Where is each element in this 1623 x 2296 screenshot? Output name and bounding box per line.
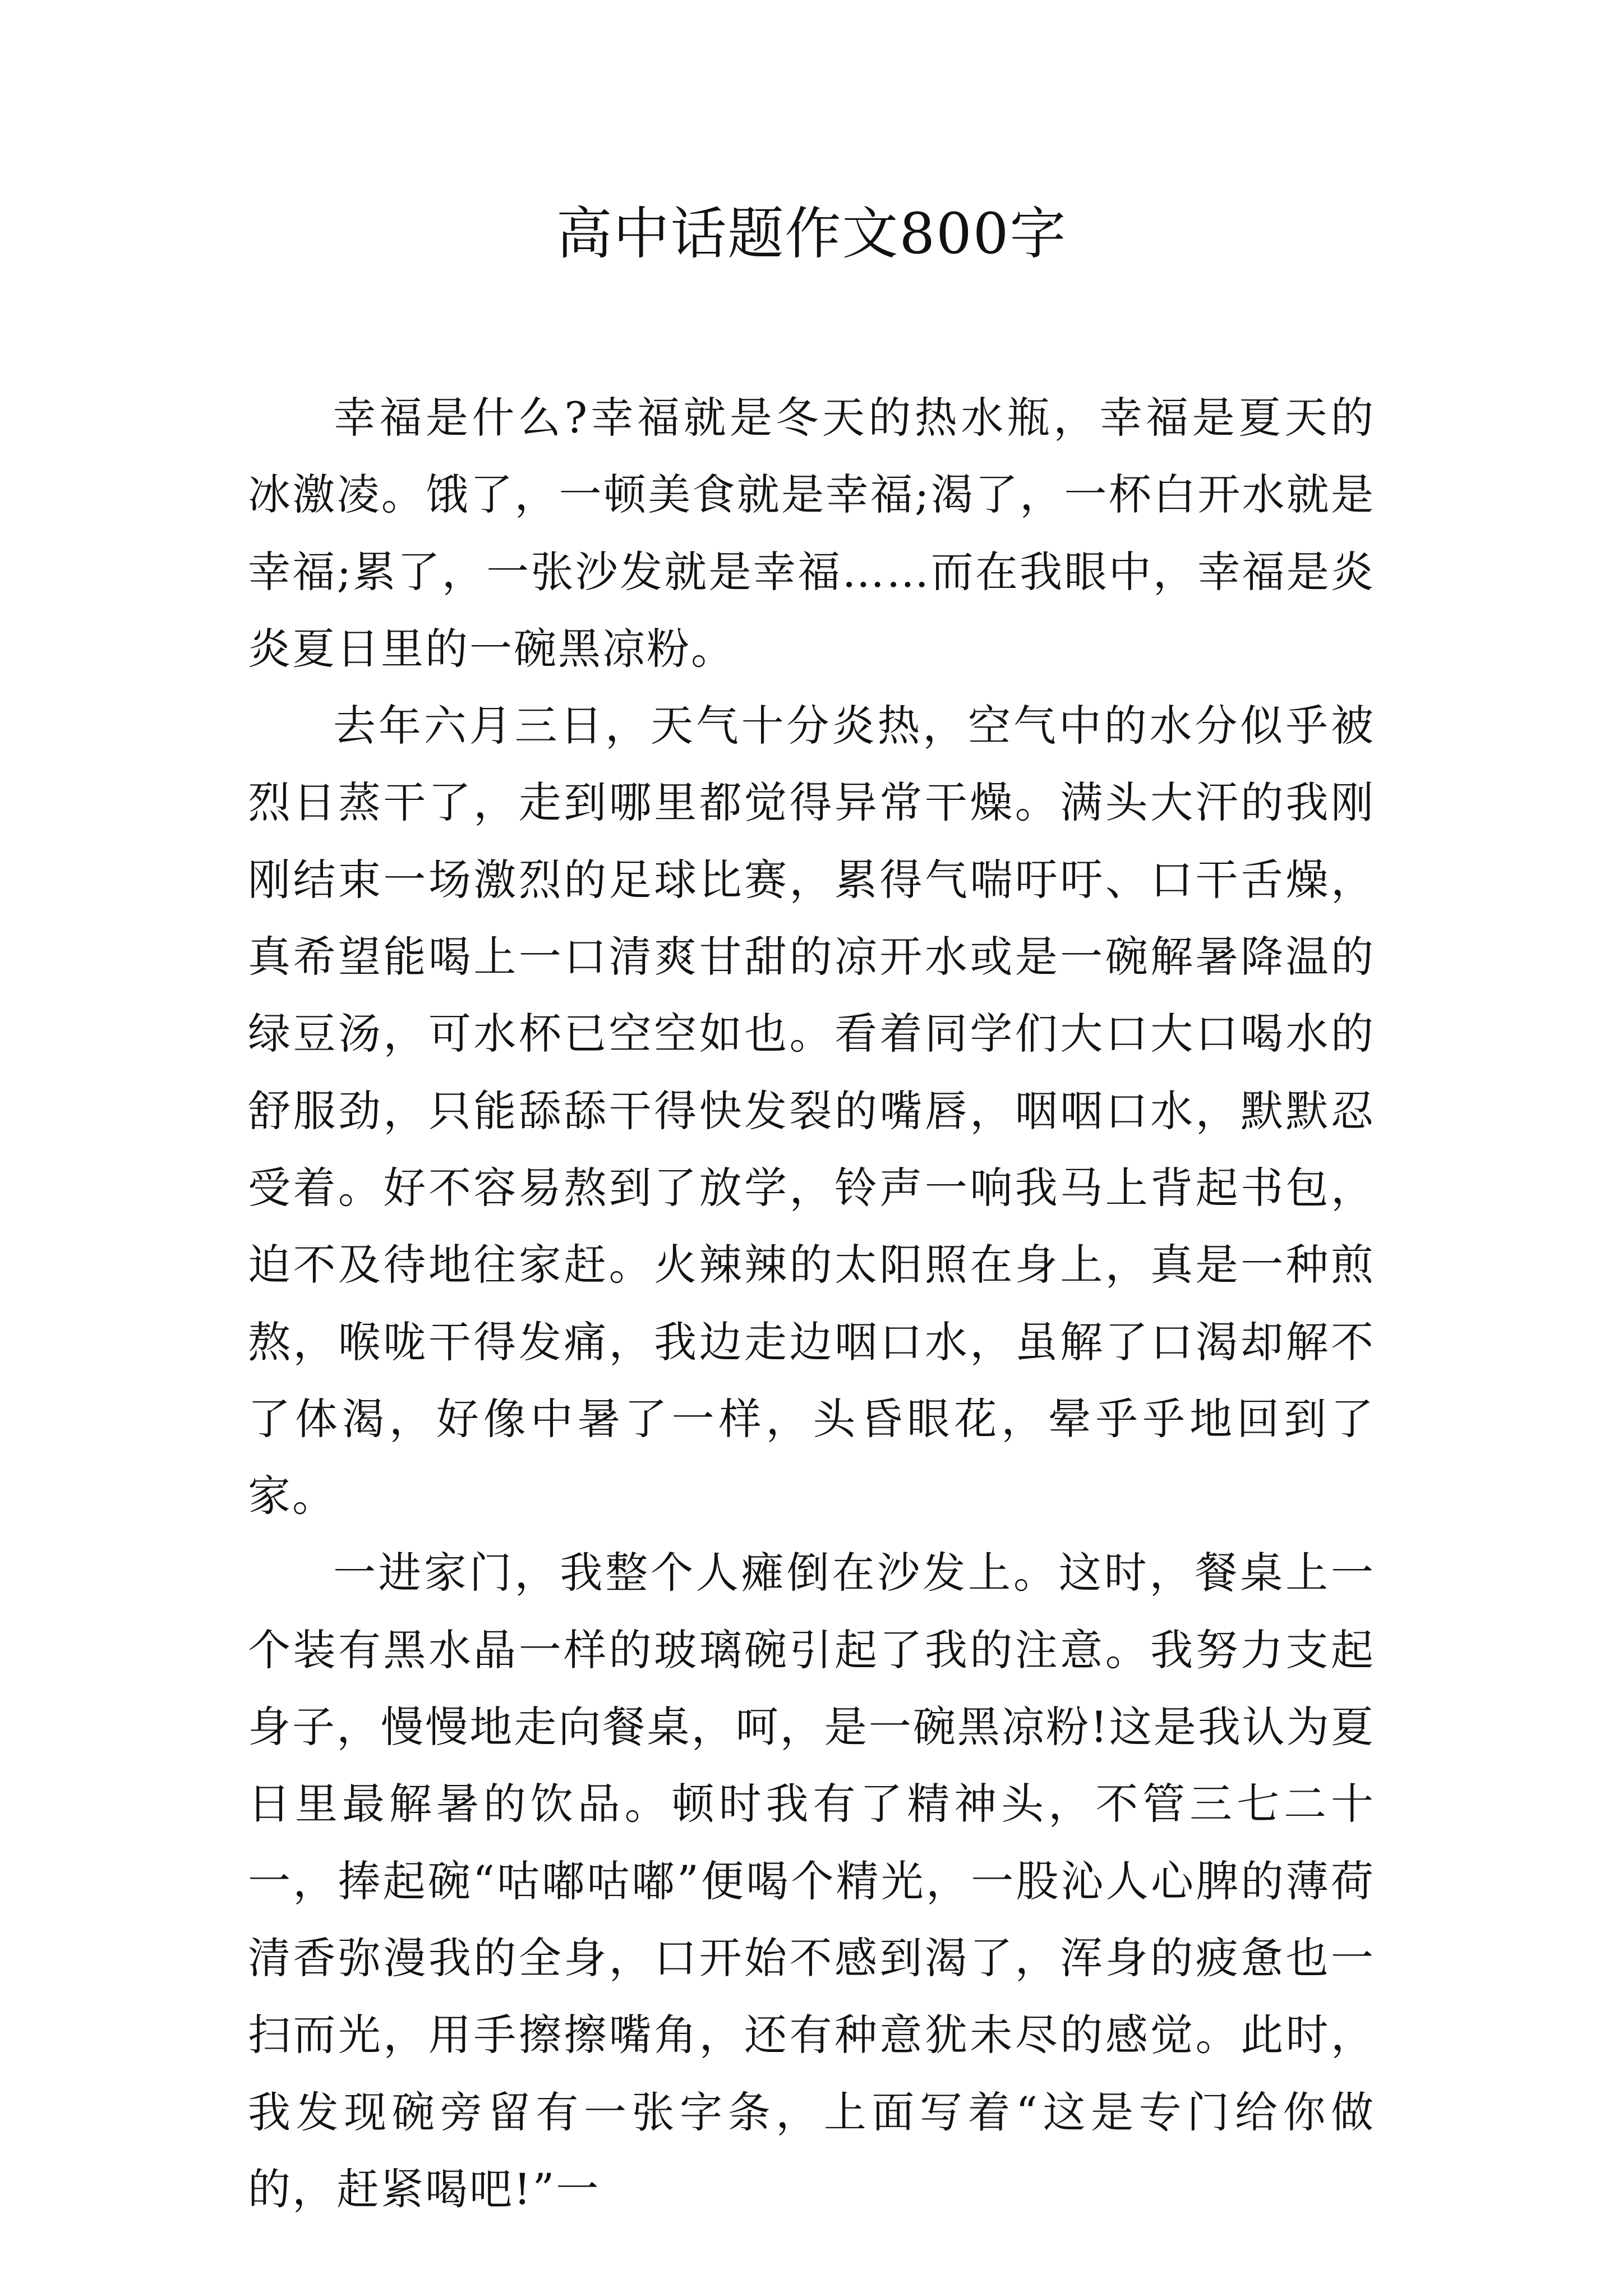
paragraph-1: 幸福是什么?幸福就是冬天的热水瓶，幸福是夏天的冰激凌。饿了，一顿美食就是幸福;渴了，一杯白开水就是幸福;累了，一张沙发就是幸福……而在我眼中，幸福是炎炎夏日里的一碗黑凉粉。 [248, 393, 1375, 674]
paragraph-3: 一进家门，我整个人瘫倒在沙发上。这时，餐桌上一个装有黑水晶一样的玻璃碗引起了我的注意。我努力支起身子，慢慢地走向餐桌，呵，是一碗黑凉粉!这是我认为夏日里最解暑的饮品。顿时我有了精神头，不管三七二十一，捧起碗“咕嘟咕嘟”便喝个精光，一股沁人心脾的薄荷清香弥漫我的全身，口开始不感到渴了，浑身的疲惫也一扫而光，用手擦擦嘴角，还有种意犹未尽的感觉。此时，我发现碗旁留有一张字条，上面写着“这是专门给你做的，赶紧喝吧!”一 [248, 1548, 1375, 2214]
document-body [248, 379, 1375, 2228]
paragraph-2: 去年六月三日，天气十分炎热，空气中的水分似乎被烈日蒸干了，走到哪里都觉得异常干燥。满头大汗的我刚刚结束一场激烈的足球比赛，累得气喘吁吁、口干舌燥，真希望能喝上一口清爽甘甜的凉开水或是一碗解暑降温的绿豆汤，可水杯已空空如也。看着同学们大口大口喝水的舒服劲，只能舔舔干得快发裂的嘴唇，咽咽口水，默默忍受着。好不容易熬到了放学，铃声一响我马上背起书包，迫不及待地往家赶。火辣辣的太阳照在身上，真是一种煎熬，喉咙干得发痛，我边走边咽口水，虽解了口渴却解不了体渴，好像中暑了一样，头昏眼花，晕乎乎地回到了家。 [248, 701, 1375, 1521]
document-title: 高中话题作文800字 [556, 201, 1067, 266]
